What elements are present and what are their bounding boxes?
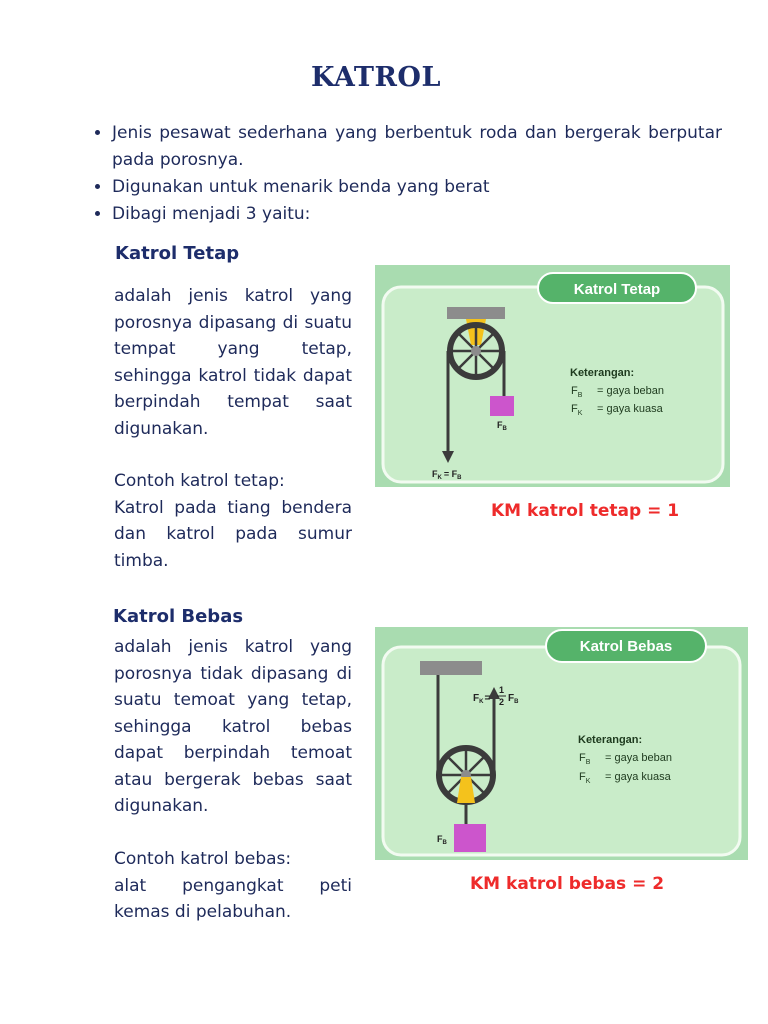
- legend-symbol-fk: $F_K$: [571, 403, 583, 417]
- legend-symbol-fb: $F_B$: [571, 385, 583, 399]
- katrol-tetap-definition: adalah jenis katrol yang porosnya dipasang di suatu tempat yang tetap, sehingga katrol tidak dapat berpindah tempat saat digunakan.: [114, 286, 352, 439]
- example-text: Katrol pada tiang bendera dan katrol pada sumur timba.: [114, 497, 352, 571]
- legend-fk: = gaya kuasa: [605, 771, 671, 783]
- legend-fb: = gaya beban: [605, 752, 672, 764]
- section-heading-katrol-bebas: Katrol Bebas: [113, 606, 244, 627]
- intro-bullet-list: [88, 120, 722, 228]
- katrol-bebas-diagram: [375, 627, 748, 860]
- katrol-bebas-example: [114, 846, 352, 926]
- legend-fk: = gaya kuasa: [597, 403, 663, 415]
- example-label: Contoh katrol tetap:: [114, 471, 285, 491]
- figure-badge-text: Katrol Tetap: [573, 281, 661, 298]
- katrol-bebas-definition: adalah jenis katrol yang porosnya tidak dipasang di suatu temoat yang tetap, sehingga katrol bebas dapat berpindah temoat atau bergerak bebas saat digunakan.: [114, 637, 352, 816]
- force-label: $F_K=$: [473, 693, 491, 705]
- page-title: KATROL: [311, 62, 441, 93]
- example-text: alat pengangkat peti kemas di pelabuhan.: [114, 875, 352, 922]
- force-fraction-den: 2: [499, 697, 505, 707]
- bullet-item: • Jenis pesawat sederhana yang berbentuk roda dan bergerak berputar pada porosnya.: [112, 120, 722, 174]
- ceiling-support: [447, 307, 505, 319]
- force-fraction-num: 1: [499, 685, 505, 695]
- section-heading-katrol-tetap: Katrol Tetap: [115, 243, 240, 264]
- load-box: [454, 824, 486, 852]
- ceiling-support: [420, 661, 482, 675]
- katrol-tetap-figure: [375, 265, 730, 487]
- pulley-wheel: [450, 325, 502, 377]
- legend-title: Keterangan:: [578, 734, 643, 746]
- katrol-tetap-diagram: [375, 265, 730, 487]
- load-box: [490, 396, 514, 416]
- legend-title: Keterangan:: [570, 367, 635, 379]
- legend-fb: = gaya beban: [597, 385, 664, 397]
- bullet-item: • Dibagi menjadi 3 yaitu:: [112, 201, 722, 228]
- load-label: $F_B$: [497, 420, 507, 432]
- force-label: $F_K = F_B$: [432, 469, 462, 481]
- km-katrol-bebas: KM katrol bebas = 2: [470, 874, 665, 894]
- figure-badge-text: Katrol Bebas: [579, 638, 673, 655]
- example-label: Contoh katrol bebas:: [114, 849, 292, 869]
- figure-panel: [383, 287, 723, 482]
- legend-symbol-fk: $F_K$: [579, 771, 591, 785]
- legend-symbol-fb: $F_B$: [579, 752, 591, 766]
- force-rhs: $F_B$: [508, 693, 519, 705]
- katrol-tetap-example: [114, 468, 352, 574]
- load-label: $F_B$: [437, 834, 447, 846]
- km-katrol-tetap: KM katrol tetap = 1: [491, 501, 680, 521]
- bullet-item: • Digunakan untuk menarik benda yang berat: [112, 174, 722, 201]
- katrol-bebas-figure: [375, 627, 748, 860]
